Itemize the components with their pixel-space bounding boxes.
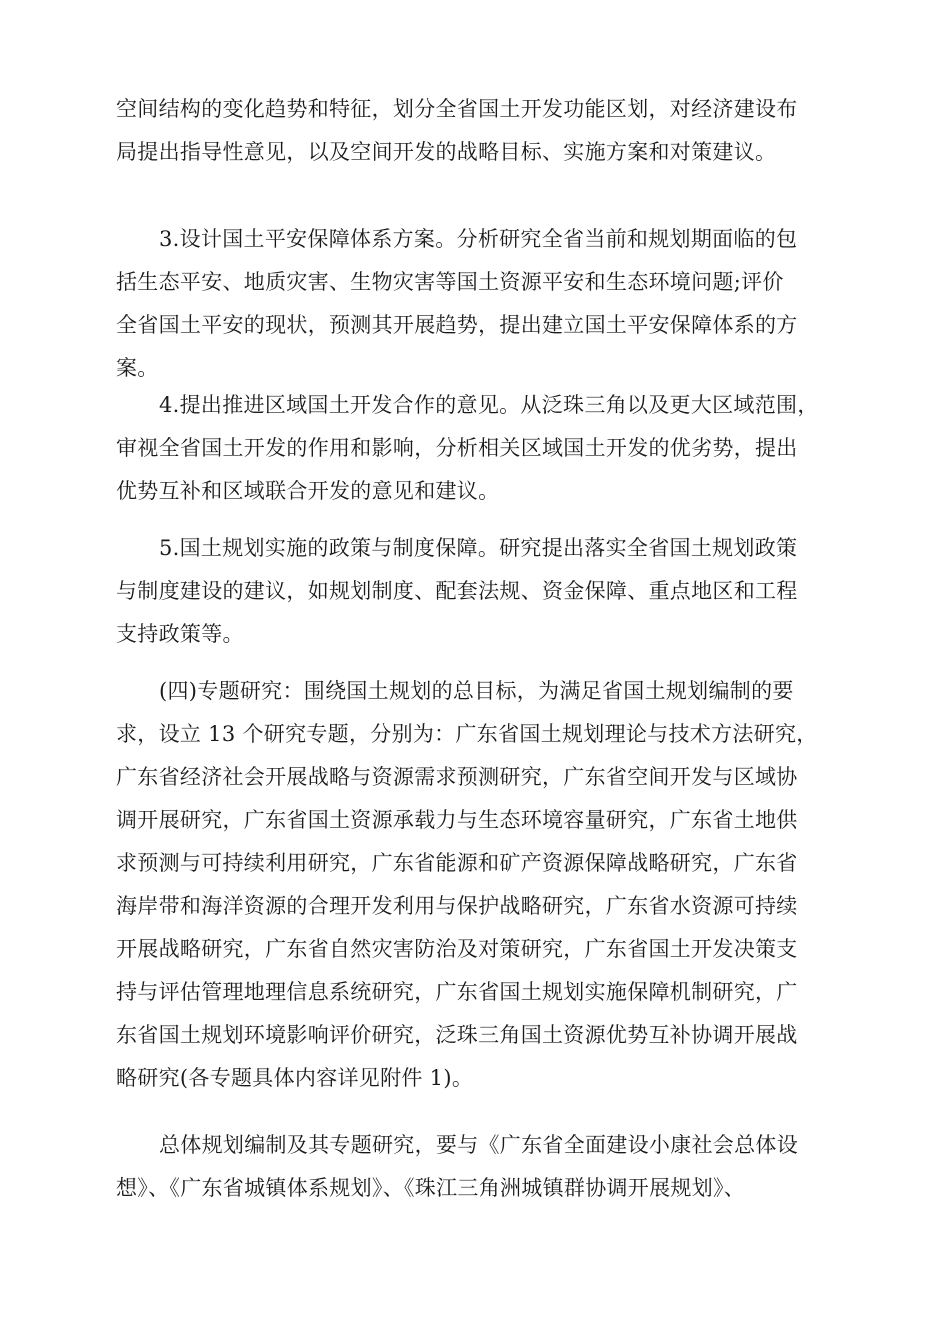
- text-line: 开展战略研究，广东省自然灾害防治及对策研究，广东省国土开发决策支: [116, 937, 798, 961]
- text-line: 略研究(各专题具体内容详见附件 1)。: [116, 1066, 474, 1090]
- paragraph-overall-planning: [116, 1124, 836, 1210]
- text-line: 4.提出推进区域国土开发合作的意见。从泛珠三角以及更大区域范围，: [159, 393, 819, 417]
- text-line: 空间结构的变化趋势和特征，划分全省国土开发功能区划，对经济建设布: [116, 97, 798, 121]
- text-line: 括生态平安、地质灾害、生物灾害等国土资源平安和生态环境问题;评价: [116, 270, 784, 294]
- paragraph-regional-cooperation: [116, 384, 836, 513]
- paragraph-special-research: [116, 670, 836, 1100]
- text-line: 持与评估管理地理信息系统研究，广东省国土规划实施保障机制研究，广: [116, 980, 798, 1004]
- paragraph-spatial-structure: [116, 88, 836, 174]
- text-line: 局提出指导性意见，以及空间开发的战略目标、实施方案和对策建议。: [116, 140, 777, 164]
- text-line: 与制度建设的建议，如规划制度、配套法规、资金保障、重点地区和工程: [116, 579, 798, 603]
- text-line: 总体规划编制及其专题研究，要与《广东省全面建设小康社会总体设: [159, 1133, 798, 1157]
- text-line: 调开展研究，广东省国土资源承载力与生态环境容量研究，广东省土地供: [116, 808, 798, 832]
- paragraph-policy-guarantee: [116, 527, 836, 656]
- text-line: 5.国土规划实施的政策与制度保障。研究提出落实全省国土规划政策: [159, 536, 798, 560]
- text-line: (四)专题研究：围绕国土规划的总目标，为满足省国土规划编制的要: [159, 679, 794, 703]
- text-line: 3.设计国土平安保障体系方案。分析研究全省当前和规划期面临的包: [159, 227, 798, 251]
- text-line: 求，设立 13 个研究专题，分别为：广东省国土规划理论与技术方法研究，: [116, 722, 818, 746]
- text-line: 东省国土规划环境影响评价研究，泛珠三角国土资源优势互补协调开展战: [116, 1023, 798, 1047]
- text-line: 审视全省国土开发的作用和影响，分析相关区域国土开发的优劣势，提出: [116, 436, 798, 460]
- text-line: 优势互补和区域联合开发的意见和建议。: [116, 479, 500, 503]
- text-line: 支持政策等。: [116, 622, 244, 646]
- text-line: 案。: [116, 356, 159, 380]
- paragraph-security-system: [116, 218, 836, 390]
- text-line: 广东省经济社会开展战略与资源需求预测研究，广东省空间开发与区域协: [116, 765, 798, 789]
- text-line: 全省国土平安的现状，预测其开展趋势，提出建立国土平安保障体系的方: [116, 313, 798, 337]
- text-line: 海岸带和海洋资源的合理开发利用与保护战略研究，广东省水资源可持续: [116, 894, 798, 918]
- text-line: 求预测与可持续利用研究，广东省能源和矿产资源保障战略研究，广东省: [116, 851, 798, 875]
- text-line: 想》、《广东省城镇体系规划》、《珠江三角洲城镇群协调开展规划》、: [116, 1176, 746, 1200]
